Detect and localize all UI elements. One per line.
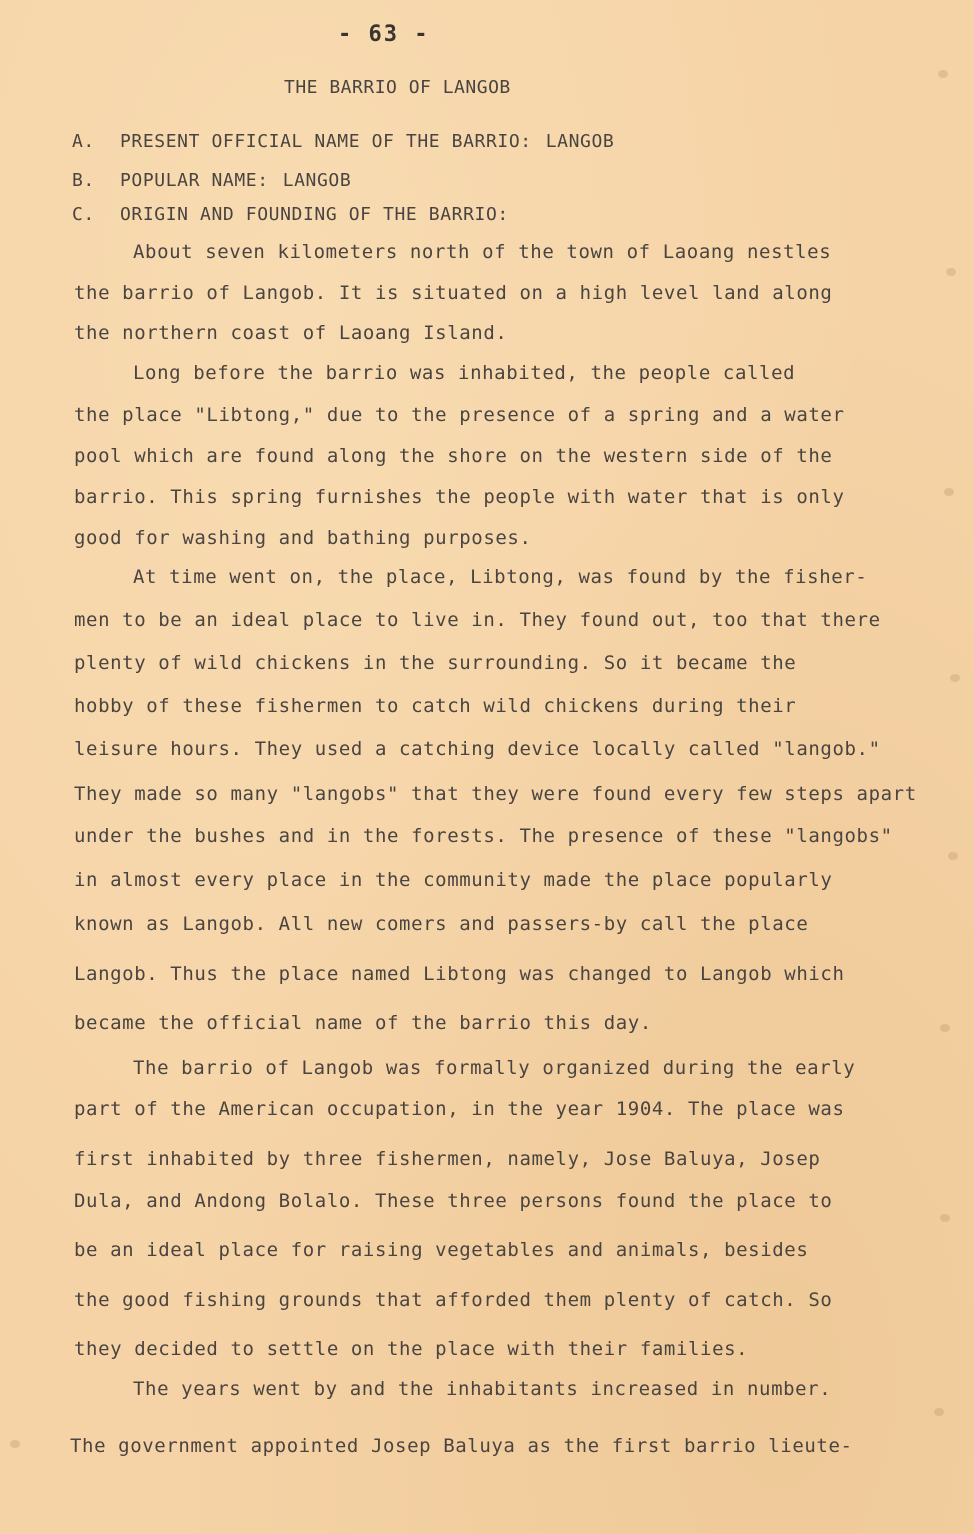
text-line: hobby of these fishermen to catch wild chickens during their [74, 695, 797, 717]
text-line: in almost every place in the community made the place popularly [74, 869, 833, 891]
text-line: Long before the barrio was inhabited, the people called [133, 362, 796, 384]
paper-speck [944, 488, 954, 496]
paper-speck [934, 1408, 944, 1416]
text-line: be an ideal place for raising vegetables and animals, besides [74, 1239, 809, 1261]
paper-speck [948, 852, 958, 860]
text-line: good for washing and bathing purposes. [74, 527, 532, 549]
paper-speck [950, 674, 960, 682]
text-line: Dula, and Andong Bolalo. These three persons found the place to [74, 1190, 833, 1212]
heading-value: LANGOB [282, 170, 352, 191]
text-line: plenty of wild chickens in the surrounding. So it became the [74, 652, 797, 674]
text-line: first inhabited by three fishermen, namely, Jose Baluya, Josep [74, 1148, 821, 1170]
heading-popular-name [72, 170, 351, 191]
text-line: part of the American occupation, in the year 1904. The place was [74, 1098, 845, 1120]
text-line: leisure hours. They used a catching device locally called "langob." [74, 738, 881, 760]
text-line: The government appointed Josep Baluya as the first barrio lieute- [70, 1435, 853, 1457]
text-line: became the official name of the barrio this day. [74, 1012, 652, 1034]
text-line: Langob. Thus the place named Libtong was changed to Langob which [74, 963, 845, 985]
text-line: the northern coast of Laoang Island. [74, 322, 508, 344]
heading-value: LANGOB [545, 131, 615, 152]
text-line: barrio. This spring furnishes the people with water that is only [74, 486, 845, 508]
paper-speck [10, 1440, 20, 1448]
paper-speck [938, 70, 948, 78]
heading-label: ORIGIN AND FOUNDING OF THE BARRIO: [120, 204, 509, 225]
text-line: the good fishing grounds that afforded them plenty of catch. So [74, 1289, 833, 1311]
paper-speck [940, 1214, 950, 1222]
text-line: known as Langob. All new comers and passers-by call the place [74, 913, 809, 935]
paper-speck [946, 268, 956, 276]
paper-speck [940, 1024, 950, 1032]
heading-label: PRESENT OFFICIAL NAME OF THE BARRIO: [120, 131, 532, 152]
text-line: the barrio of Langob. It is situated on a high level land along [74, 282, 833, 304]
text-line: men to be an ideal place to live in. They found out, too that there [74, 609, 881, 631]
text-line: pool which are found along the shore on the western side of the [74, 445, 833, 467]
heading-marker: A. [72, 131, 95, 152]
page-number: - 63 - [338, 22, 430, 47]
heading-marker: B. [72, 170, 95, 191]
text-line: About seven kilometers north of the town of Laoang nestles [133, 241, 832, 263]
heading-official-name [72, 131, 614, 152]
text-line: They made so many "langobs" that they were found every few steps apart [74, 783, 917, 805]
text-line: the place "Libtong," due to the presence of a spring and a water [74, 404, 845, 426]
heading-label: POPULAR NAME: [120, 170, 269, 191]
document-title: THE BARRIO OF LANGOB [284, 77, 511, 98]
text-line: The years went by and the inhabitants increased in number. [133, 1378, 832, 1400]
text-line: they decided to settle on the place with their families. [74, 1338, 749, 1360]
heading-origin [72, 204, 509, 225]
text-line: At time went on, the place, Libtong, was found by the fisher- [133, 566, 868, 588]
text-line: The barrio of Langob was formally organized during the early [133, 1057, 856, 1079]
heading-marker: C. [72, 204, 95, 225]
text-line: under the bushes and in the forests. The presence of these "langobs" [74, 825, 893, 847]
